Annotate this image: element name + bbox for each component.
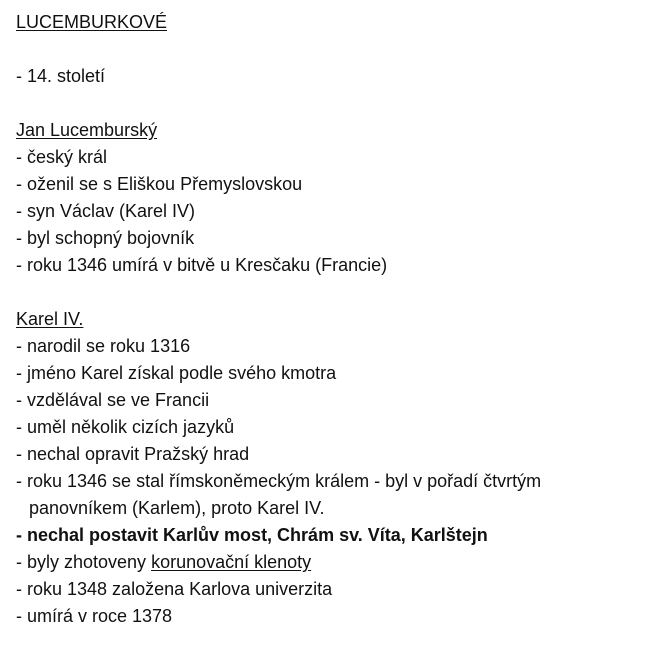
list-item: - uměl několik cizích jazyků <box>16 417 235 437</box>
list-item: - umírá v roce 1378 <box>16 606 173 626</box>
list-item-bold: - nechal postavit Karlův most, Chrám sv. Víta, Karlštejn <box>16 525 488 545</box>
list-item: - byl schopný bojovník <box>16 228 195 248</box>
document-title: LUCEMBURKOVÉ <box>16 12 168 32</box>
jewels-underlined: korunovační klenoty <box>151 552 312 572</box>
period-line: - 14. století <box>16 66 106 86</box>
list-item: - roku 1346 se stal římskoněmeckým králem - byl v pořadí čtvrtým <box>16 471 542 491</box>
list-item: - roku 1346 umírá v bitvě u Kresčaku (Francie) <box>16 255 388 275</box>
list-item: - roku 1348 založena Karlova univerzita <box>16 579 333 599</box>
spacer <box>16 36 646 63</box>
list-item: - český král <box>16 147 108 167</box>
jewels-prefix: - byly zhotoveny <box>16 552 152 572</box>
section-heading-jan: Jan Lucemburský <box>16 120 158 140</box>
list-item-continuation: panovníkem (Karlem), proto Karel IV. <box>29 498 325 518</box>
list-item: - narodil se roku 1316 <box>16 336 191 356</box>
list-item: - nechal opravit Pražský hrad <box>16 444 250 464</box>
list-item: - oženil se s Eliškou Přemyslovskou <box>16 174 303 194</box>
list-item: - syn Václav (Karel IV) <box>16 201 196 221</box>
list-item: - jméno Karel získal podle svého kmotra <box>16 363 337 383</box>
list-item: - vzdělával se ve Francii <box>16 390 210 410</box>
spacer <box>16 90 646 117</box>
spacer <box>16 279 646 306</box>
document-body <box>16 9 646 630</box>
section-heading-karel: Karel IV. <box>16 309 84 329</box>
list-item-jewels <box>16 549 646 576</box>
